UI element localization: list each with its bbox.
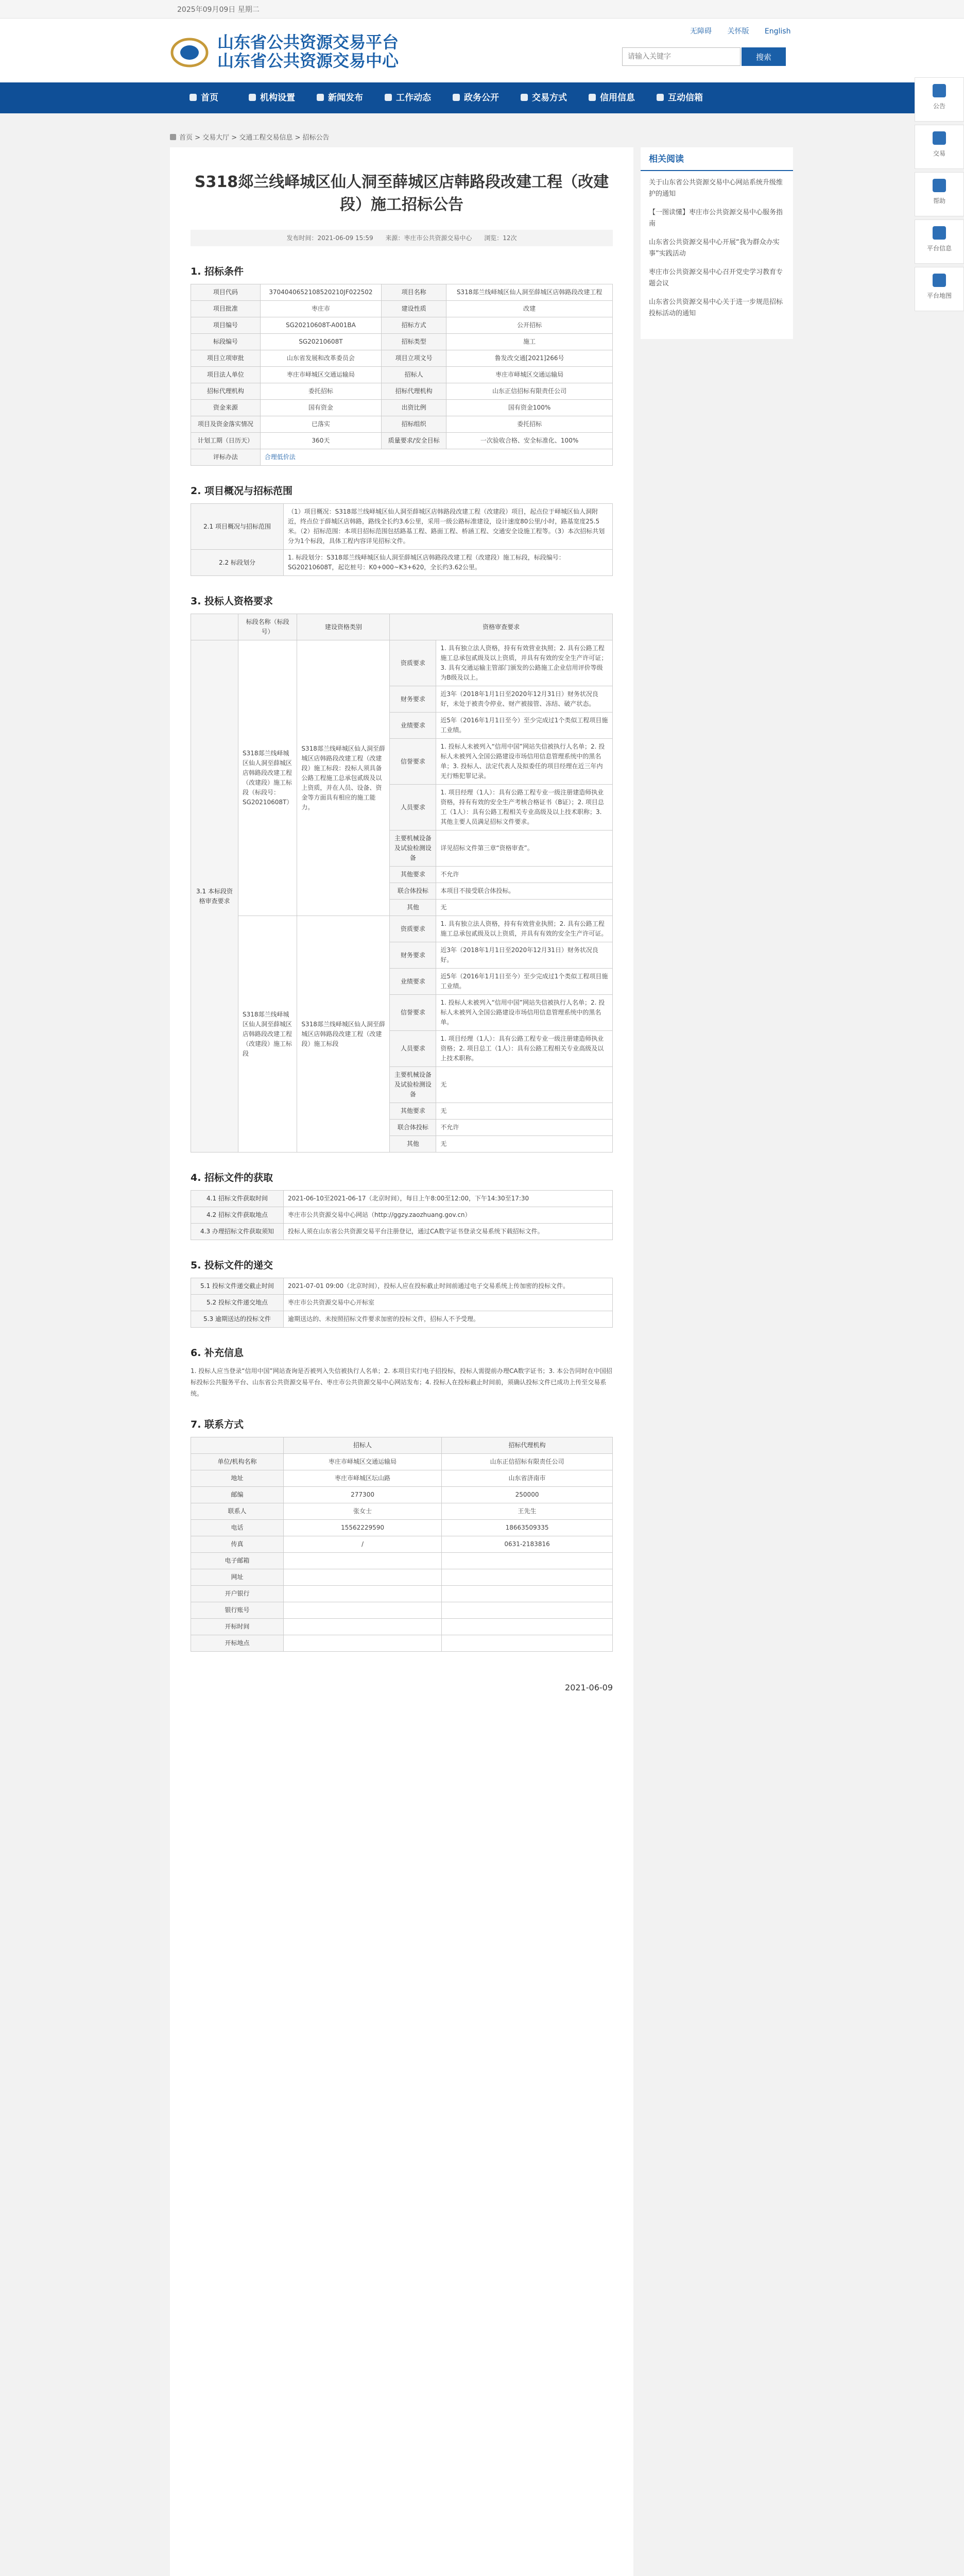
table-row (191, 400, 613, 416)
bid-section-requirement: S318郯兰线峄城区仙人洞至薛城区店韩路段改建工程（改建段）施工标段 (297, 916, 390, 1153)
org-icon (249, 94, 256, 101)
document-acquisition-table (191, 1190, 613, 1240)
field-value: 360天 (260, 433, 381, 449)
field-value: / (284, 1536, 442, 1553)
article-meta (191, 230, 613, 246)
table-row (191, 1569, 613, 1586)
requirement-value: 详见招标文件第三章“资格审查”。 (436, 831, 613, 867)
requirement-label: 联合体投标 (390, 1120, 436, 1136)
section-heading: 2. 项目概况与招标范围 (191, 485, 293, 497)
field-label: 招标组织 (382, 416, 446, 433)
field-label: 2.2 标段划分 (191, 550, 284, 576)
field-value: S318郯兰线峄城区仙人洞至薛城区店韩路段改建工程 (446, 284, 613, 301)
breadcrumb-text[interactable]: 首页 > 交易大厅 > 交通工程交易信息 > 招标公告 (179, 134, 330, 142)
column-header: 建设资格类别 (297, 614, 390, 640)
field-value: 张女士 (284, 1503, 442, 1520)
field-value: 委托招标 (260, 383, 381, 400)
table-row (191, 317, 613, 334)
field-label: 5.2 投标文件递交地点 (191, 1295, 284, 1311)
section-heading: 1. 招标条件 (191, 266, 244, 277)
nav-item-trade[interactable]: 交易方式 (510, 82, 578, 113)
requirement-label: 其他 (390, 900, 436, 916)
trade-icon (933, 131, 946, 145)
mailbox-icon (657, 94, 664, 101)
table-row (191, 1635, 613, 1652)
field-value: 改建 (446, 301, 613, 317)
table-row (191, 416, 613, 433)
requirement-value: 1. 具有独立法人资格，持有有效营业执照；2. 具有公路工程施工总承包贰级及以上资质，并具有有效的安全生产许可证。 (436, 916, 613, 942)
field-value: 施工 (446, 334, 613, 350)
site-title-line2: 山东省公共资源交易中心 (217, 51, 399, 71)
column-header: 标段名称（标段号） (238, 614, 297, 640)
column-header: 招标人 (284, 1437, 442, 1454)
nav-item-news[interactable]: 新闻发布 (306, 82, 374, 113)
field-value: 1. 标段划分：S318郯兰线峄城区仙人洞至薛城区店韩路段改建工程（改建段）施工标段，标段编号：SG20210608T，起讫桩号：K0+000~K3+620，全长约3.62公里。 (284, 550, 613, 576)
field-value: SG20210608T (260, 334, 381, 350)
field-label: 2.1 项目概况与招标范围 (191, 504, 284, 550)
site-title[interactable] (217, 33, 399, 70)
work-icon (385, 94, 392, 101)
field-label: 开户银行 (191, 1586, 284, 1602)
supplementary-info: 1. 投标人应当登录“信用中国”网站查询是否被列入失信被执行人名单；2. 本项目实行电子招投标，投标人需提前办理CA数字证书；3. 本公告同时在中国招标投标公共服务平台、山东省公共资源交易平台、枣庄市公共资源交易中心网站发布；4. 投标人在投标截止时间前，须确认投标文件已成功上传至交易系统。 (191, 1367, 612, 1397)
field-label: 资金来源 (191, 400, 261, 416)
field-value: 一次验收合格、安全标准化、100% (446, 433, 613, 449)
main-nav (0, 82, 964, 113)
field-value: 枣庄市峄城区交通运输局 (446, 367, 613, 383)
bid-section-requirement: S318郯兰线峄城区仙人洞至薛城区店韩路段改建工程（改建段）施工标段：投标人须具备公路工程施工总承包贰级及以上资质，并在人员、设备、资金等方面具有相应的施工能力。 (297, 640, 390, 916)
bid-section-name: S318郯兰线峄城区仙人洞至薛城区店韩路段改建工程（改建段）施工标段 (238, 916, 297, 1153)
field-value (284, 1635, 442, 1652)
field-value: 枣庄市 (260, 301, 381, 317)
field-value (284, 1586, 442, 1602)
table-row (191, 614, 613, 640)
gov-icon (453, 94, 460, 101)
requirement-label: 业绩要求 (390, 713, 436, 739)
field-value: 山东省发展和改革委员会 (260, 350, 381, 367)
related-reading (641, 147, 793, 339)
table-row (191, 1278, 613, 1295)
table-row (191, 1503, 613, 1520)
field-value: SG20210608T-A001BA (260, 317, 381, 334)
field-label: 质量要求/安全目标 (382, 433, 446, 449)
requirement-label: 资质要求 (390, 640, 436, 686)
table-row (191, 284, 613, 301)
publish-date: 2021-06-09 (565, 1683, 613, 1692)
table-row (191, 1586, 613, 1602)
accessibility-link[interactable]: 无障碍 (690, 27, 712, 36)
field-label: 项目法人单位 (191, 367, 261, 383)
nav-item-credit[interactable]: 信用信息 (578, 82, 646, 113)
section-heading: 5. 投标文件的递交 (191, 1260, 273, 1271)
field-label: 4.1 招标文件获取时间 (191, 1191, 284, 1207)
requirement-value: 无 (436, 1067, 613, 1103)
field-label: 标段编号 (191, 334, 261, 350)
site-header (0, 19, 964, 82)
related-item[interactable]: 山东省公共资源交易中心关于进一步规范招标投标活动的通知 (649, 298, 783, 317)
field-value: 250000 (442, 1487, 613, 1503)
requirement-value: 1. 投标人未被列入“信用中国”网站失信被执行人名单；2. 投标人未被列入全国公路建设市场信用信息管理系统中的黑名单；3. 投标人、法定代表人及拟委任的项目经理在近三年内无行贿犯罪记录。 (436, 739, 613, 785)
field-label: 项目批准 (191, 301, 261, 317)
table-row (191, 1224, 613, 1240)
field-label: 电话 (191, 1520, 284, 1536)
header-links (690, 26, 804, 36)
current-date: 2025年09月09日 星期二 (177, 6, 260, 14)
field-label: 招标代理机构 (382, 383, 446, 400)
bid-section-name: S318郯兰线峄城区仙人洞至薛城区店韩路段改建工程（改建段）施工标段（标段号：SG20210608T） (238, 640, 297, 916)
requirement-label: 财务要求 (390, 942, 436, 969)
credit-icon (589, 94, 596, 101)
evaluation-method-link[interactable]: 合理低价法 (260, 449, 612, 466)
nav-item-gov[interactable]: 政务公开 (442, 82, 510, 113)
field-value: 山东正信招标有限责任公司 (446, 383, 613, 400)
table-row (191, 1619, 613, 1635)
related-item[interactable]: 【一图读懂】枣庄市公共资源交易中心服务指南 (649, 209, 783, 228)
requirement-label: 其他要求 (390, 867, 436, 883)
related-list (641, 171, 793, 339)
field-label: 招标人 (382, 367, 446, 383)
field-value (442, 1553, 613, 1569)
requirement-label: 其他 (390, 1136, 436, 1153)
nav-item-work[interactable]: 工作动态 (374, 82, 442, 113)
field-value: 委托招标 (446, 416, 613, 433)
field-label: 项目立项文号 (382, 350, 446, 367)
field-label: 开标时间 (191, 1619, 284, 1635)
info-icon (933, 226, 946, 240)
table-row (191, 640, 613, 686)
field-label: 建设性质 (382, 301, 446, 317)
field-value: 公开招标 (446, 317, 613, 334)
field-value (284, 1553, 442, 1569)
requirement-label: 人员要求 (390, 785, 436, 831)
top-bar (0, 0, 964, 19)
field-label: 联系人 (191, 1503, 284, 1520)
field-label: 4.3 办理招标文件获取须知 (191, 1224, 284, 1240)
field-value: 枣庄市公共资源交易中心网站（http://ggzy.zaozhuang.gov.cn） (284, 1207, 613, 1224)
contact-table (191, 1437, 613, 1652)
field-value: 枣庄市峄城区坛山路 (284, 1470, 442, 1487)
field-value: 山东省济南市 (442, 1470, 613, 1487)
requirement-value: 不允许 (436, 1120, 613, 1136)
field-label: 银行账号 (191, 1602, 284, 1619)
field-value: 枣庄市峄城区交通运输局 (284, 1454, 442, 1470)
requirement-label: 主要机械设备及试验检测设备 (390, 831, 436, 867)
search-button[interactable]: 搜索 (742, 47, 786, 66)
field-label: 招标方式 (382, 317, 446, 334)
table-row (191, 1520, 613, 1536)
field-label: 4.2 招标文件获取地点 (191, 1207, 284, 1224)
table-row (191, 550, 613, 576)
field-label: 网址 (191, 1569, 284, 1586)
notice-icon (933, 84, 946, 97)
requirement-label: 资质要求 (390, 916, 436, 942)
related-item[interactable]: 枣庄市公共资源交易中心召开党史学习教育专题会议 (649, 268, 783, 287)
section-heading: 7. 联系方式 (191, 1419, 244, 1430)
field-value: 逾期送达的、未按照招标文件要求加密的投标文件，招标人不予受理。 (284, 1311, 613, 1328)
requirement-label: 主要机械设备及试验检测设备 (390, 1067, 436, 1103)
table-row (191, 433, 613, 449)
field-value: 王先生 (442, 1503, 613, 1520)
trade-icon (521, 94, 528, 101)
field-label: 5.1 投标文件递交截止时间 (191, 1278, 284, 1295)
table-row (191, 1553, 613, 1569)
field-value: 国有资金 (260, 400, 381, 416)
field-value (442, 1602, 613, 1619)
side-tool-trade[interactable]: 交易 (915, 125, 964, 169)
bid-submission-table (191, 1278, 613, 1328)
side-tool-help[interactable]: 帮助 (915, 172, 964, 216)
field-value: 枣庄市公共资源交易中心开标室 (284, 1295, 613, 1311)
care-mode-link[interactable]: 关怀版 (727, 27, 749, 36)
requirement-label: 业绩要求 (390, 969, 436, 995)
requirement-value: 本项目不接受联合体投标。 (436, 883, 613, 900)
field-label: 项目编号 (191, 317, 261, 334)
table-row (191, 1295, 613, 1311)
requirement-value: 无 (436, 1136, 613, 1153)
source: 来源：枣庄市公共资源交易中心 (385, 234, 472, 242)
field-label: 邮编 (191, 1487, 284, 1503)
field-label: 单位/机构名称 (191, 1454, 284, 1470)
view-count: 浏览：12次 (484, 234, 517, 242)
page-title: S318郯兰线峄城区仙人洞至薛城区店韩路段改建工程（改建段）施工招标公告 (194, 173, 609, 214)
field-label: 地址 (191, 1470, 284, 1487)
requirement-value: 近3年（2018年1月1日至2020年12月31日）财务状况良好，未处于被责令停业、财产被接管、冻结、破产状态。 (436, 686, 613, 713)
table-row (191, 1311, 613, 1328)
english-link[interactable]: English (764, 27, 791, 36)
column-header (191, 1437, 284, 1454)
home-icon (170, 134, 176, 140)
column-header: 资格审查要求 (390, 614, 613, 640)
field-value: 枣庄市峄城区交通运输局 (260, 367, 381, 383)
field-value (442, 1569, 613, 1586)
field-value: 15562229590 (284, 1520, 442, 1536)
field-value: 18663509335 (442, 1520, 613, 1536)
map-icon (933, 274, 946, 287)
requirement-value: 1. 项目经理（1人）：具有公路工程专业一级注册建造师执业资格，持有有效的安全生产考核合格证书（B证）；2. 项目总工（1人）：具有公路工程相关专业高级及以上技术职称；3. 其他主要人员满足招标文件要求。 (436, 785, 613, 831)
field-value: 2021-06-10至2021-06-17（北京时间），每日上午8:00至12:00，下午14:30至17:30 (284, 1191, 613, 1207)
field-value (284, 1619, 442, 1635)
requirement-value: 无 (436, 900, 613, 916)
requirement-label: 信誉要求 (390, 995, 436, 1031)
related-item[interactable]: 山东省公共资源交易中心开展“我为群众办实事”实践活动 (649, 239, 780, 258)
section-heading: 6. 补充信息 (191, 1347, 244, 1359)
field-label: 评标办法 (191, 449, 261, 466)
requirement-label: 信誉要求 (390, 739, 436, 785)
requirement-value: 1. 投标人未被列入“信用中国”网站失信被执行人名单；2. 投标人未被列入全国公路建设市场信用信息管理系统中的黑名单。 (436, 995, 613, 1031)
news-icon (317, 94, 324, 101)
field-label: 招标类型 (382, 334, 446, 350)
table-row (191, 916, 613, 942)
field-label: 项目及资金落实情况 (191, 416, 261, 433)
requirement-value: 1. 具有独立法人资格，持有有效营业执照；2. 具有公路工程施工总承包贰级及以上资质，并具有有效的安全生产许可证；3. 具有交通运输主管部门颁发的公路施工企业信用评价等级为B级及以上。 (436, 640, 613, 686)
field-label: 项目代码 (191, 284, 261, 301)
requirement-value: 无 (436, 1103, 613, 1120)
table-row (191, 1454, 613, 1470)
nav-item-home[interactable]: 首页 (170, 82, 238, 113)
table-row (191, 1487, 613, 1503)
field-label: 电子邮箱 (191, 1553, 284, 1569)
breadcrumb (170, 132, 329, 142)
requirement-value: 近5年（2016年1月1日至今）至少完成过1个类似工程项目施工业绩。 (436, 713, 613, 739)
group-label: 3.1 本标段资格审查要求 (191, 640, 238, 1153)
requirement-value: 1. 项目经理（1人）：具有公路工程专业一级注册建造师执业资格；2. 项目总工（1人）：具有公路工程相关专业高级及以上技术职称。 (436, 1031, 613, 1067)
column-header: 招标代理机构 (442, 1437, 613, 1454)
field-value: 投标人须在山东省公共资源交易平台注册登记，通过CA数字证书登录交易系统下载招标文件。 (284, 1224, 613, 1240)
field-label: 出资比例 (382, 400, 446, 416)
site-logo-icon (170, 37, 209, 68)
requirement-label: 其他要求 (390, 1103, 436, 1120)
requirement-label: 财务要求 (390, 686, 436, 713)
bid-conditions-table (191, 284, 613, 466)
table-row (191, 1602, 613, 1619)
side-tool-notice[interactable]: 公告 (915, 77, 964, 122)
side-tool-platform-info[interactable]: 平台信息 (915, 219, 964, 264)
table-row (191, 350, 613, 367)
related-title: 相关阅读 (641, 147, 793, 171)
table-row (191, 504, 613, 550)
related-item[interactable]: 关于山东省公共资源交易中心网站系统升级维护的通知 (649, 179, 783, 198)
field-label: 5.3 逾期送达的投标文件 (191, 1311, 284, 1328)
requirement-value: 近3年（2018年1月1日至2020年12月31日）财务状况良好。 (436, 942, 613, 969)
table-row (191, 1191, 613, 1207)
search-input[interactable] (622, 47, 741, 66)
field-label: 招标代理机构 (191, 383, 261, 400)
qualification-table (191, 614, 613, 1153)
field-value (284, 1569, 442, 1586)
table-row (191, 367, 613, 383)
field-value (442, 1619, 613, 1635)
site-title-line1: 山东省公共资源交易平台 (217, 32, 399, 52)
field-label: 开标地点 (191, 1635, 284, 1652)
field-value: 鲁发改交通[2021]266号 (446, 350, 613, 367)
field-value (442, 1635, 613, 1652)
field-value: （1）项目概况：S318郯兰线峄城区仙人洞至薛城区店韩路段改建工程（改建段）项目，起点位于峄城区仙人洞附近，终点位于薛城区店韩路，路线全长约3.6公里，采用一级公路标准建设，设计速度80公里/小时，路基宽度25.5米。（2）招标范围：本项目招标范围包括路基工程、路面工程、桥涵工程、交通安全设施工程等。（3）本次招标共划分为1个标段，具体工程内容详见招标文件。 (284, 504, 613, 550)
table-row (191, 449, 613, 466)
nav-item-mailbox[interactable]: 互动信箱 (646, 82, 714, 113)
field-label: 项目立项审批 (191, 350, 261, 367)
home-icon (190, 94, 197, 101)
field-value: 3704040652108520210JF022502 (260, 284, 381, 301)
table-row (191, 301, 613, 317)
requirement-label: 人员要求 (390, 1031, 436, 1067)
side-tool-map[interactable]: 平台地图 (915, 267, 964, 311)
table-row (191, 1536, 613, 1553)
table-row (191, 383, 613, 400)
publish-time: 发布时间：2021-06-09 15:59 (286, 234, 373, 242)
field-value (284, 1602, 442, 1619)
table-row (191, 1207, 613, 1224)
help-icon (933, 179, 946, 192)
field-label: 项目名称 (382, 284, 446, 301)
side-toolbar (915, 77, 964, 314)
section-heading: 4. 招标文件的获取 (191, 1172, 273, 1183)
field-value: 国有资金100% (446, 400, 613, 416)
project-overview-table (191, 503, 613, 576)
nav-item-org[interactable]: 机构设置 (238, 82, 306, 113)
article-panel (170, 147, 633, 2576)
table-row (191, 1437, 613, 1454)
table-row (191, 334, 613, 350)
field-label: 传真 (191, 1536, 284, 1553)
section-heading: 3. 投标人资格要求 (191, 596, 273, 607)
field-value: 277300 (284, 1487, 442, 1503)
field-value: 2021-07-01 09:00（北京时间），投标人应在投标截止时间前通过电子交易系统上传加密的投标文件。 (284, 1278, 613, 1295)
requirement-value: 不允许 (436, 867, 613, 883)
field-value: 0631-2183816 (442, 1536, 613, 1553)
table-cell (191, 614, 238, 640)
requirement-label: 联合体投标 (390, 883, 436, 900)
field-label: 计划工期（日历天） (191, 433, 261, 449)
field-value: 山东正信招标有限责任公司 (442, 1454, 613, 1470)
table-row (191, 1470, 613, 1487)
field-value: 已落实 (260, 416, 381, 433)
requirement-value: 近5年（2016年1月1日至今）至少完成过1个类似工程项目施工业绩。 (436, 969, 613, 995)
field-value (442, 1586, 613, 1602)
